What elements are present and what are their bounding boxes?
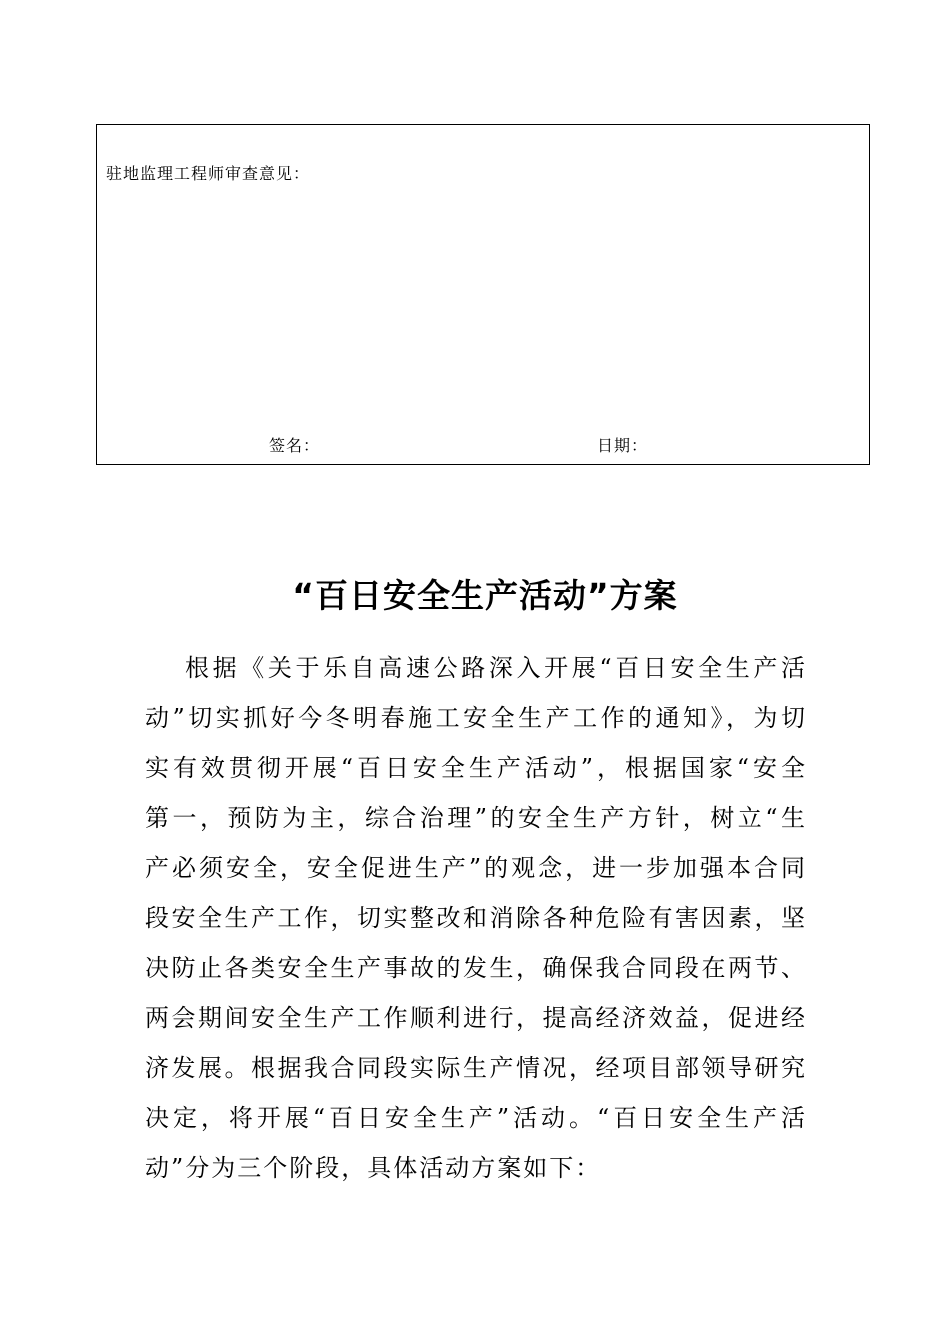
engineer-review-box [96,124,870,465]
body-line: 根据《关于乐自高速公路深入开展“百日安全生产活 [185,654,805,682]
date-label: 日期： [597,436,649,455]
body-paragraph [145,650,805,1200]
body-line: 段安全生产工作，切实整改和消除各种危险有害因素，坚 [145,904,805,932]
body-line: 动”切实抓好今冬明春施工安全生产工作的通知》，为切 [145,704,805,732]
body-line: 动”分为三个阶段，具体活动方案如下： [145,1154,602,1182]
document-title: “百日安全生产活动”方案 [292,576,678,615]
body-line: 第一，预防为主，综合治理”的安全生产方针，树立“生 [145,804,805,832]
body-line: 决防止各类安全生产事故的发生，确保我合同段在两节、 [145,954,805,982]
body-line: 济发展。根据我合同段实际生产情况，经项目部领导研究 [145,1054,805,1082]
review-opinion-label: 驻地监理工程师审查意见： [106,164,311,183]
body-line: 决定，将开展“百日安全生产”活动。“百日安全生产活 [145,1104,805,1132]
body-line: 两会期间安全生产工作顺利进行，提高经济效益，促进经 [145,1004,805,1032]
body-line: 产必须安全，安全促进生产”的观念，进一步加强本合同 [145,854,805,882]
signature-label: 签名： [269,436,321,455]
body-line: 实有效贯彻开展“百日安全生产活动”，根据国家“安全 [145,754,805,782]
